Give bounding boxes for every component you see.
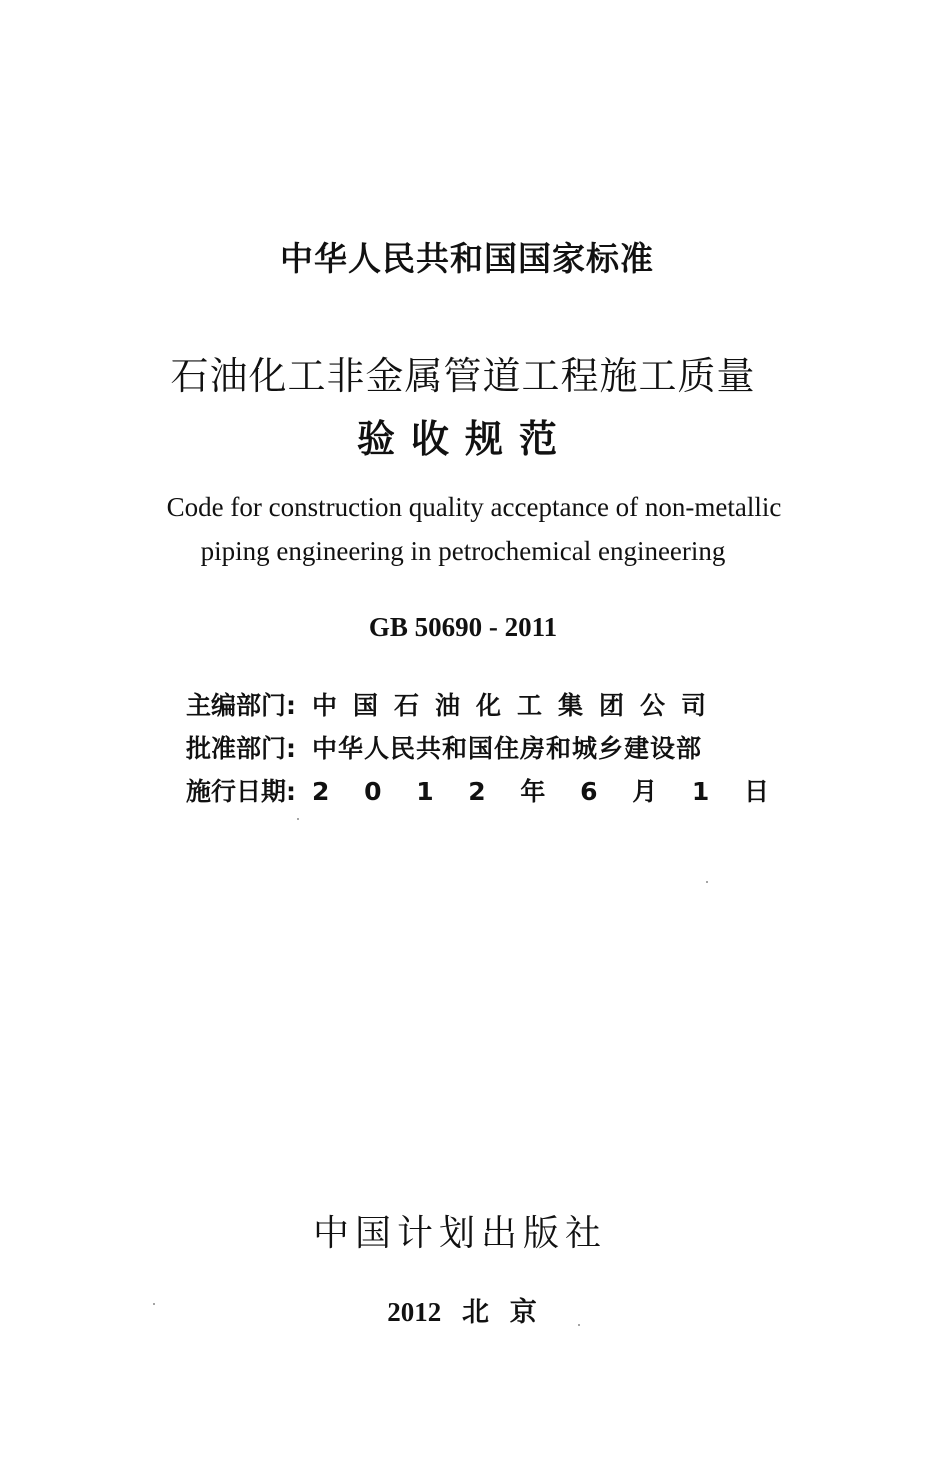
- publication-year-place: 2012 北 京: [387, 1297, 537, 1327]
- english-title-line-1: Code for construction quality acceptance of non-metallic: [166, 492, 782, 522]
- publisher-name: 中国计划出版社: [312, 1213, 607, 1254]
- effective-date-label: 施行日期:: [186, 777, 296, 806]
- approval-department-label: 批准部门:: [186, 734, 296, 763]
- scan-speck: [578, 1324, 580, 1326]
- editor-department-value: 中国石油化工集团公司: [312, 691, 723, 720]
- editor-department-row: [186, 686, 746, 722]
- effective-date-value: 2 0 1 2 年 6 月 1 日: [312, 777, 773, 806]
- approval-department-value: 中华人民共和国住房和城乡建设部: [312, 734, 703, 763]
- national-standard-heading: 中华人民共和国国家标准: [280, 239, 654, 278]
- english-title-line-2: piping engineering in petrochemical engineering: [200, 536, 726, 566]
- scan-speck: [706, 881, 708, 883]
- standard-number: GB 50690 - 2011: [368, 612, 558, 642]
- approval-department-row: [186, 729, 746, 765]
- editor-department-label: 主编部门:: [186, 691, 296, 720]
- chinese-title-line-1: 石油化工非金属管道工程施工质量: [170, 354, 756, 398]
- scan-speck: [297, 818, 299, 820]
- scan-speck: [153, 1303, 155, 1305]
- chinese-title-line-2: 验收规范: [356, 416, 573, 461]
- effective-date-row: [186, 772, 773, 808]
